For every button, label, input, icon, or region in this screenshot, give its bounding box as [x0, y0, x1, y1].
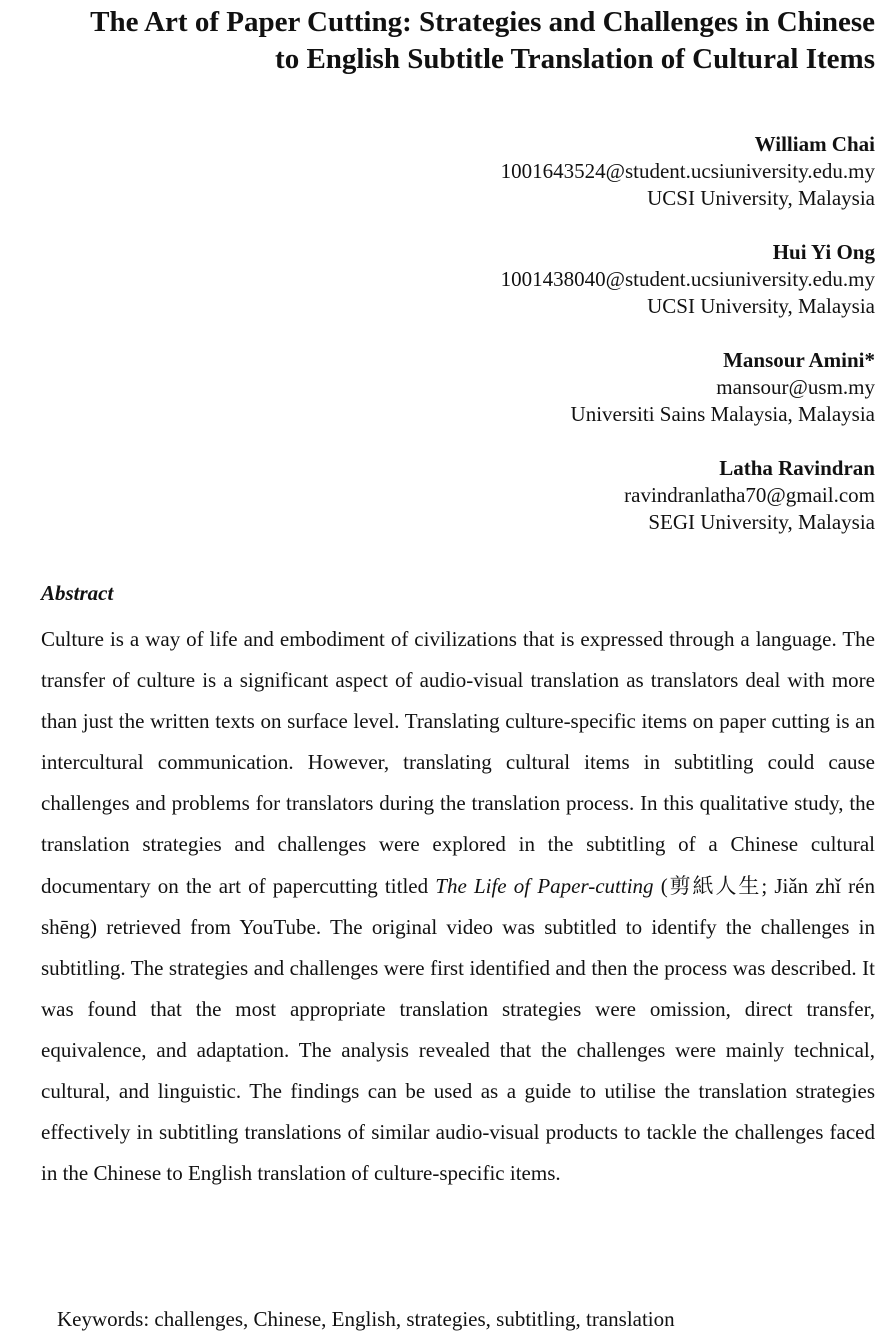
author-name: Latha Ravindran [719, 456, 875, 480]
abstract-text-part-1: Culture is a way of life and embodiment of civilizations that is expressed through a language. The transfer of culture is a significant aspect of audio-visual translation as translators deal with more than just the written texts on surface level. Translating culture-specific items on paper cutting is an intercultural communication. However, translating cultural items in subtitling could cause challenges and problems for translators during the translation process. In this qualitative study, the translation strategies and challenges were explored in the subtitling of a Chinese cultural documentary on the art of papercutting titled [41, 627, 875, 898]
abstract-text-part-2: (剪紙人生; Jiǎn zhǐ rén shēng) retrieved from YouTube. The original video was subtitled to identify the challenges in subtitling. The strategies and challenges were first identified and then the process was described. It was found that the most appropriate translation strategies were omission, direct transfer, equivalence, and adaptation. The analysis revealed that the challenges were mainly technical, cultural, and linguistic. The findings can be used as a guide to utilise the translation strategies effectively in subtitling translations of similar audio-visual products to tackle the challenges faced in the Chinese to English translation of culture-specific items. [41, 873, 875, 1186]
author-name: Hui Yi Ong [772, 240, 875, 264]
author-block [175, 455, 875, 536]
author-email: 1001438040@student.ucsiuniversity.edu.my [500, 267, 875, 291]
author-email: ravindranlatha70@gmail.com [624, 483, 875, 507]
author-name: William Chai [754, 132, 875, 156]
keywords: Keywords: challenges, Chinese, English, strategies, subtitling, translation [57, 1307, 675, 1331]
author-block [175, 131, 875, 212]
author-block [175, 347, 875, 428]
author-email: mansour@usm.my [716, 375, 875, 399]
abstract-body [41, 619, 875, 1194]
author-affiliation: SEGI University, Malaysia [648, 510, 875, 534]
author-name: Mansour Amini* [723, 348, 875, 372]
abstract-heading: Abstract [41, 581, 114, 605]
author-affiliation: UCSI University, Malaysia [647, 294, 875, 318]
paper-title-line-1: The Art of Paper Cutting: Strategies and Challenges in Chinese [90, 6, 875, 38]
paper-title-line-2: to English Subtitle Translation of Cultural Items [275, 43, 875, 75]
author-list [175, 131, 875, 563]
author-affiliation: UCSI University, Malaysia [647, 186, 875, 210]
author-email: 1001643524@student.ucsiuniversity.edu.my [500, 159, 875, 183]
author-affiliation: Universiti Sains Malaysia, Malaysia [570, 402, 875, 426]
paper-title [10, 4, 875, 78]
author-block [175, 239, 875, 320]
film-title: The Life of Paper-cutting [435, 873, 654, 898]
